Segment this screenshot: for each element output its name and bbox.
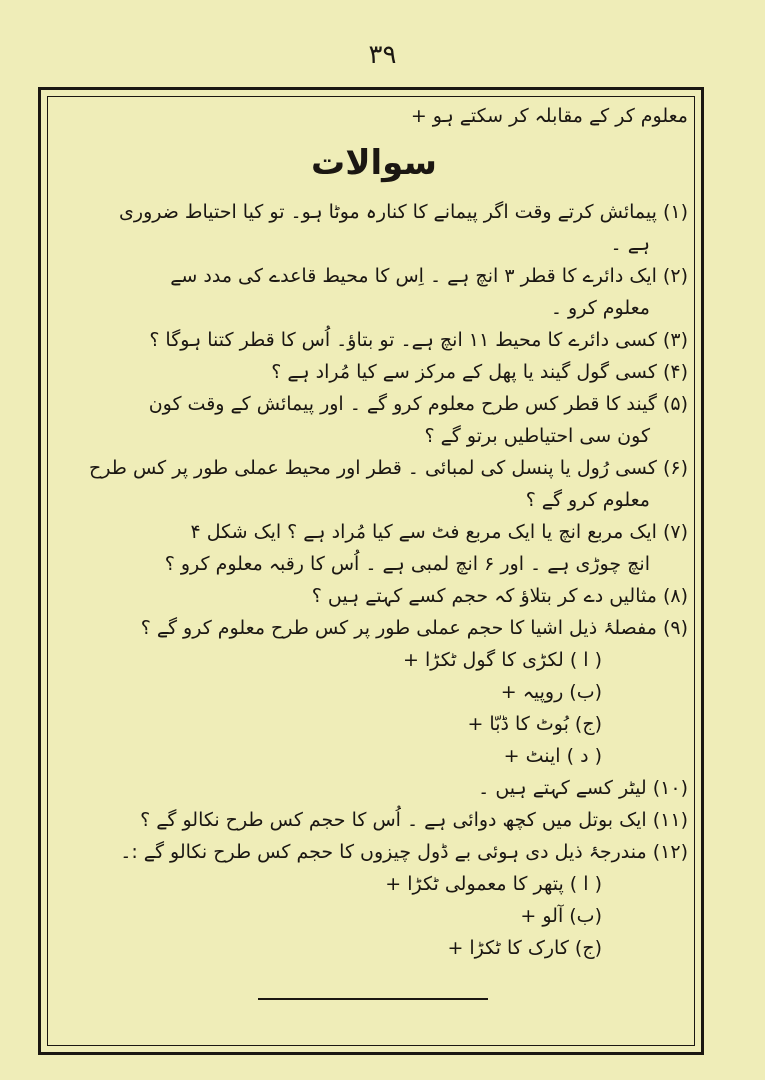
question-5: (۵) گیند کا قطر کس طرح معلوم کرو گے ۔ اور پیمائش کے وقت کون xyxy=(148,393,688,415)
question-12-item-c: (ج) کارک کا ٹکڑا + xyxy=(447,937,602,959)
page-number: ۳۹ xyxy=(368,40,397,70)
question-7-continued: انچ چوڑی ہے ۔ اور ۶ انچ لمبی ہے ۔ اُس کا رقبہ معلوم کرو ؟ xyxy=(164,553,650,575)
question-12-item-b: (ب) آلو + xyxy=(520,905,602,927)
question-4: (۴) کسی گول گیند یا پھل کے مرکز سے کیا مُراد ہے ؟ xyxy=(271,361,688,383)
question-5-continued: کون سی احتیاطیں برتو گے ؟ xyxy=(424,425,650,447)
question-12: (۱۲) مندرجۂ ذیل دی ہوئی بے ڈول چیزوں کا حجم کس طرح نکالو گے :۔ xyxy=(120,841,688,863)
question-9-item-c: (ج) بُوٹ کا ڈبّا + xyxy=(467,713,602,735)
question-1-continued: ہے ۔ xyxy=(610,233,650,255)
question-9-item-a: ( ا ) لکڑی کا گول ٹکڑا + xyxy=(403,649,602,671)
intro-line: معلوم کر کے مقابلہ کر سکتے ہو + xyxy=(410,105,688,127)
question-9: (۹) مفصلۂ ذیل اشیا کا حجم عملی طور پر کس طرح معلوم کرو گے ؟ xyxy=(140,617,688,639)
question-3: (۳) کسی دائرے کا محیط ۱۱ انچ ہے۔ تو بتاؤ۔ اُس کا قطر کتنا ہوگا ؟ xyxy=(149,329,688,351)
end-rule-divider xyxy=(258,998,488,1000)
question-9-item-b: (ب) روپیہ + xyxy=(500,681,602,703)
question-12-item-a: ( ا ) پتھر کا معمولی ٹکڑا + xyxy=(385,873,602,895)
question-11: (۱۱) ایک بوتل میں کچھ دوائی ہے ۔ اُس کا حجم کس طرح نکالو گے ؟ xyxy=(140,809,688,831)
question-2-continued: معلوم کرو ۔ xyxy=(550,297,650,319)
question-2: (۲) ایک دائرے کا قطر ۳ انچ ہے ۔ اِس کا محیط قاعدے کی مدد سے xyxy=(170,265,688,287)
page-content xyxy=(60,100,688,964)
question-8: (۸) مثالیں دے کر بتلاؤ کہ حجم کسے کہتے ہیں ؟ xyxy=(311,585,688,607)
question-10: (۱۰) لیٹر کسے کہتے ہیں ۔ xyxy=(478,777,688,799)
question-9-item-d: ( د ) اینٹ + xyxy=(503,745,602,767)
question-7: (۷) ایک مربع انچ یا ایک مربع فٹ سے کیا مُراد ہے ؟ ایک شکل ۴ xyxy=(190,521,688,543)
questions-heading: سوالات xyxy=(311,143,437,183)
question-6-continued: معلوم کرو گے ؟ xyxy=(525,489,650,511)
question-6: (۶) کسی رُول یا پنسل کی لمبائی ۔ قطر اور محیط عملی طور پر کس طرح xyxy=(89,457,688,479)
question-1: (۱) پیمائش کرتے وقت اگر پیمانے کا کنارہ موٹا ہو۔ تو کیا احتیاط ضروری xyxy=(119,201,688,223)
